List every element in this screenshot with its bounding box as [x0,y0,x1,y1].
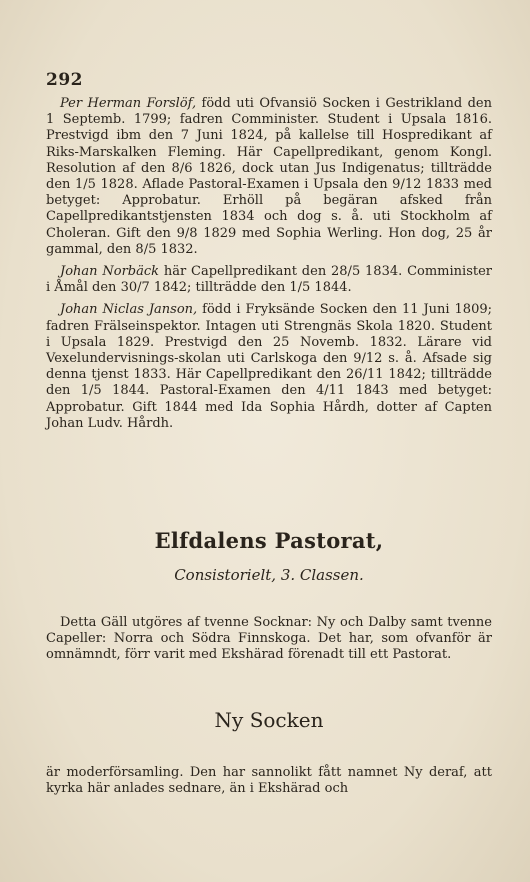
entry-text: här Capellpredikant den 28/5 1834. Comminister i Åmål den 30/7 1842; tillträdde den 1/5 1844. [46,264,493,296]
parish-heading: Ny Socken [214,708,324,732]
tail-paragraph: är moderförsamling. Den har sannolikt fått namnet Ny deraf, att kyrka här anlades sednare, än i Ekshärad och [46,765,492,797]
entry-forslof [46,96,492,258]
entry-janson [46,302,492,432]
section-subheading: Consistorielt, 3. Classen. [174,566,364,584]
intro-paragraph: Detta Gäll utgöres af tvenne Socknar: Ny och Dalby samt tvenne Capeller: Norra och Södra Finnskoga. Det har, som ofvanför är omnämndt, förr varit med Ekshärad förenadt till ett Pastorat. [46,615,492,663]
entry-name: Johan Niclas Janson, [60,302,198,318]
entry-text: född uti Ofvansiö Socken i Gestrikland den 1 Septemb. 1799; fadren Comminister. Student i Upsala 1816. Prestvigd ibm den 7 Juni 1824, på kallelse till Hospredikant af Riks-Marskalken Fleming. Här Capellpredikant, genom Kongl. Resolution af den 8/6 1826, dock utan Jus Indigenatus; tillträdde den 1/5 1828. Aflade Pastoral-Examen i Upsala den 9/12 1833 med betyget: Approbatur. Erhöll på begäran afsked från Capellpredikantstjensten 1834 och dog s. å. uti Stockholm af Choleran. Gift den 9/8 1829 med Sophia Werling. Hon dog, 25 år gammal, den 8/5 1832. [46,96,492,257]
section-heading: Elfdalens Pastorat, [154,528,384,553]
entry-norback [46,264,492,296]
entry-text: född i Fryksände Socken den 11 Juni 1809; fadren Frälseinspektor. Intagen uti Strengnäs Skola 1820. Student i Upsala 1829. Prestvigd den 25 Novemb. 1832. Lärare vid Vexelundervisnings-skolan uti Carlskoga den 9/12 s. å. Afsade sig denna tjenst 1833. Här Capellpredikant den 26/11 1842; tillträdde den 1/5 1844. Pastoral-Examen den 4/11 1843 med betyget: Approbatur. Gift 1844 med Ida Sophia Hårdh, dotter af Capten Johan Ludv. Hårdh. [46,302,493,431]
biography-entries [46,96,492,438]
entry-name: Johan Norbäck [60,264,160,280]
entry-name: Per Herman Forslöf, [60,96,197,111]
page-number: 292 [46,70,83,90]
